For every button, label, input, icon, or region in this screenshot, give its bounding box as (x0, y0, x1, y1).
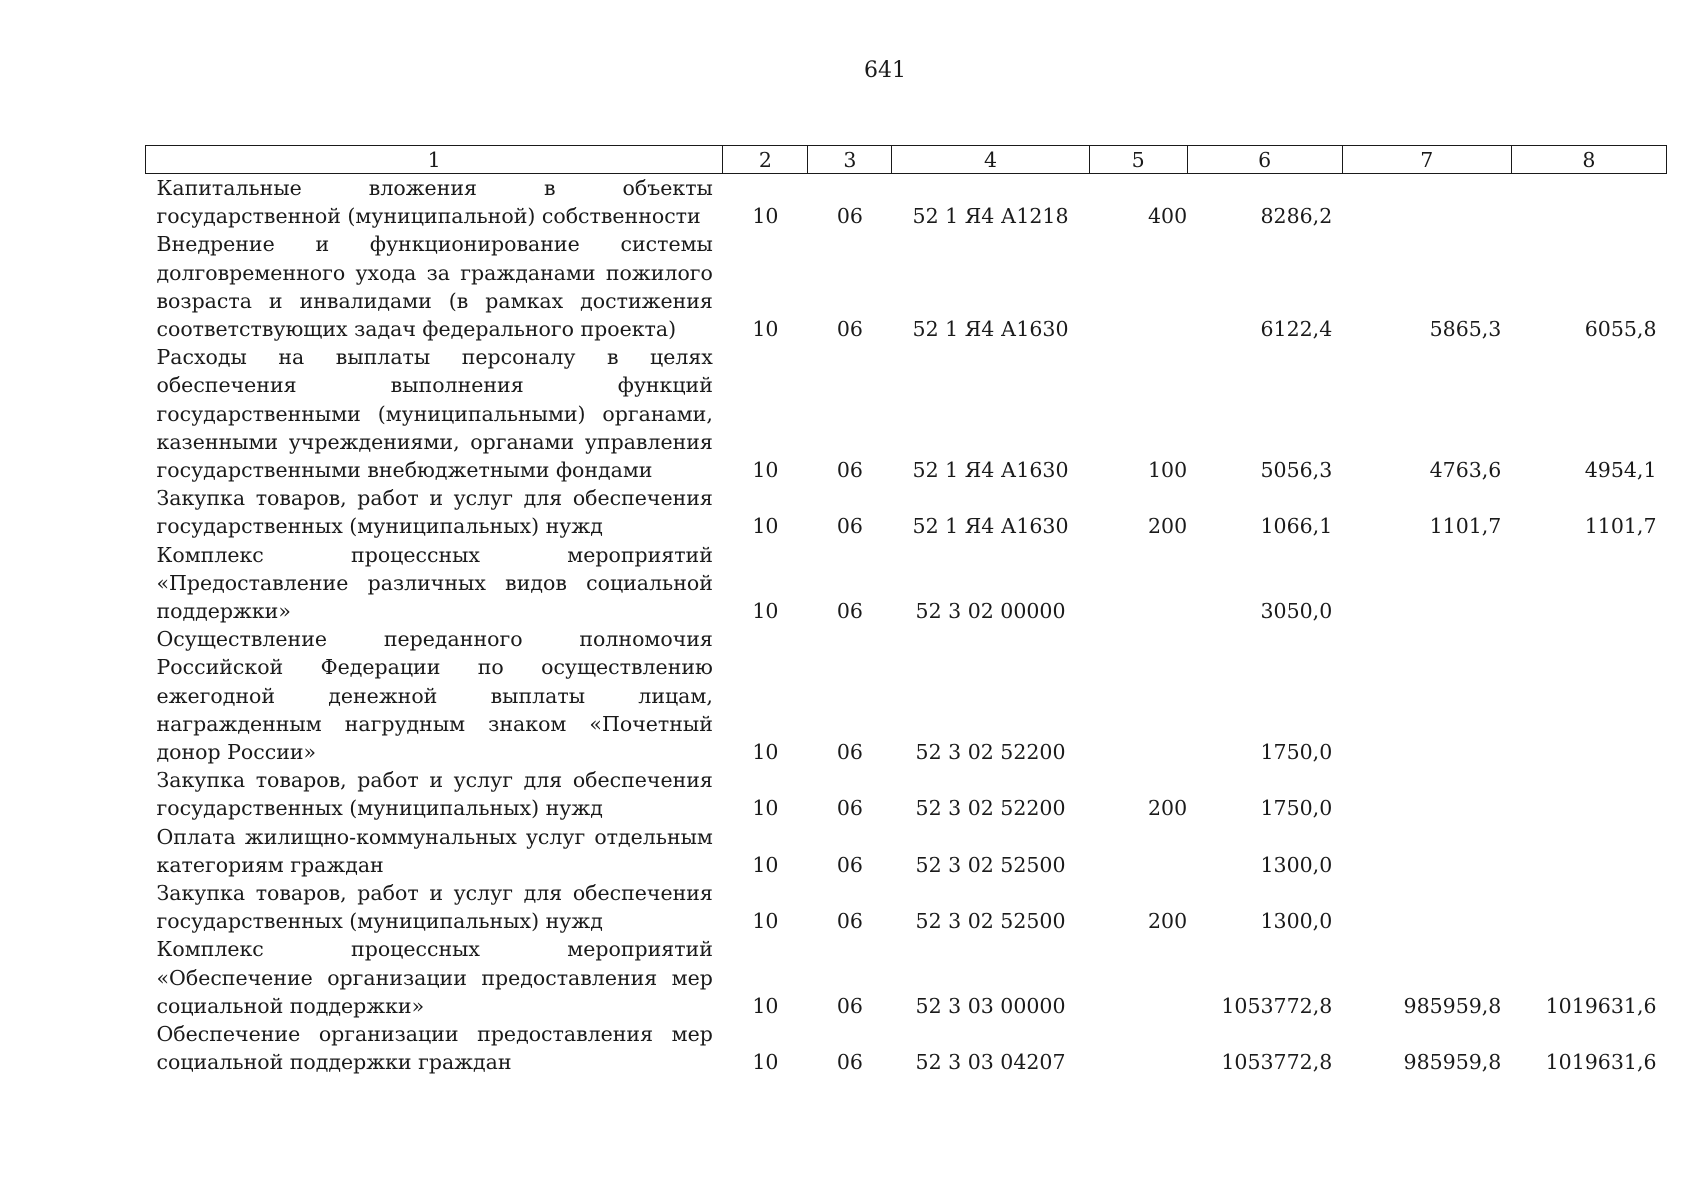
row-amount-3: 1019631,6 (1545, 993, 1657, 1018)
row-subsection-code: 06 (836, 1050, 863, 1075)
column-header: 5 (1089, 146, 1187, 174)
row-expense-type: 200 (1148, 514, 1188, 539)
row-target-code: 52 3 02 00000 (915, 599, 1066, 624)
row-amount-1: 1300,0 (1260, 909, 1333, 934)
row-amount-3: 6055,8 (1584, 317, 1657, 342)
column-header: 6 (1187, 146, 1342, 174)
row-section-code: 10 (752, 909, 779, 934)
row-amount-1: 5056,3 (1260, 458, 1333, 483)
row-section-code: 10 (752, 599, 779, 624)
row-section-code: 10 (752, 1050, 779, 1075)
row-expense-type (1089, 230, 1187, 343)
row-amount-2: 4763,6 (1429, 458, 1502, 483)
row-description: Комплекс процессных мероприятий «Предоставление различных видов социальной поддержки» (156, 542, 713, 624)
table-row (146, 230, 1667, 343)
row-description: Оплата жилищно-коммунальных услуг отдельным категориям граждан (156, 824, 713, 877)
row-expense-type: 200 (1148, 796, 1188, 821)
row-target-code: 52 1 Я4 А1630 (912, 317, 1069, 342)
row-amount-3 (1511, 766, 1666, 822)
row-target-code: 52 3 02 52500 (915, 852, 1066, 877)
row-section-code: 10 (752, 796, 779, 821)
row-description: Капитальные вложения в объекты государственной (муниципальной) собственности (156, 176, 713, 229)
row-expense-type (1089, 823, 1187, 879)
row-section-code: 10 (752, 993, 779, 1018)
row-amount-1: 6122,4 (1260, 317, 1333, 342)
row-target-code: 52 3 02 52200 (915, 796, 1066, 821)
table-row (146, 174, 1667, 231)
row-amount-2 (1342, 174, 1511, 231)
row-amount-2 (1342, 625, 1511, 766)
row-amount-2: 985959,8 (1403, 1050, 1502, 1075)
row-subsection-code: 06 (836, 993, 863, 1018)
row-subsection-code: 06 (836, 317, 863, 342)
row-amount-3: 1019631,6 (1545, 1050, 1657, 1075)
row-amount-1: 1300,0 (1260, 852, 1333, 877)
row-target-code: 52 3 03 04207 (915, 1050, 1066, 1075)
row-amount-3: 1101,7 (1584, 514, 1657, 539)
row-section-code: 10 (752, 740, 779, 765)
table-row (146, 484, 1667, 540)
row-amount-2: 1101,7 (1429, 514, 1502, 539)
row-subsection-code: 06 (836, 514, 863, 539)
column-header: 8 (1511, 146, 1666, 174)
row-target-code: 52 3 03 00000 (915, 993, 1066, 1018)
row-amount-2: 5865,3 (1429, 317, 1502, 342)
row-section-code: 10 (752, 317, 779, 342)
row-subsection-code: 06 (836, 458, 863, 483)
table-row (146, 625, 1667, 766)
table-row (146, 343, 1667, 484)
row-amount-3 (1511, 541, 1666, 626)
row-description: Внедрение и функционирование системы долговременного ухода за гражданами пожилого возраста и инвалидами (в рамках достижения соответствующих задач федерального проекта) (156, 232, 713, 342)
row-subsection-code: 06 (836, 740, 863, 765)
row-description: Закупка товаров, работ и услуг для обеспечения государственных (муниципальных) нужд (156, 768, 713, 821)
row-amount-1: 1750,0 (1260, 740, 1333, 765)
row-expense-type: 100 (1148, 458, 1188, 483)
table-row (146, 541, 1667, 626)
row-description: Комплекс процессных мероприятий «Обеспечение организации предоставления мер социальной поддержки» (156, 937, 713, 1018)
row-amount-3: 4954,1 (1584, 458, 1657, 483)
column-header: 3 (808, 146, 892, 174)
row-amount-3 (1511, 174, 1666, 231)
column-header: 7 (1342, 146, 1511, 174)
row-amount-2 (1342, 766, 1511, 822)
column-header: 1 (146, 146, 723, 174)
row-expense-type (1089, 935, 1187, 1020)
row-expense-type (1089, 625, 1187, 766)
row-subsection-code: 06 (836, 204, 863, 229)
row-target-code: 52 1 Я4 А1630 (912, 458, 1069, 483)
table-row (146, 766, 1667, 822)
row-amount-3 (1511, 625, 1666, 766)
table-row (146, 935, 1667, 1020)
row-amount-2 (1342, 823, 1511, 879)
row-target-code: 52 1 Я4 А1218 (912, 204, 1069, 229)
column-header: 2 (723, 146, 808, 174)
table-row (146, 823, 1667, 879)
table-row (146, 879, 1667, 935)
row-amount-1: 1750,0 (1260, 796, 1333, 821)
row-description: Расходы на выплаты персоналу в целях обеспечения выполнения функций государственными (муниципальными) органами, казенными учреждениями, органами управления государственными внебюджетными фондами (156, 345, 713, 483)
row-expense-type: 200 (1148, 909, 1188, 934)
row-description: Закупка товаров, работ и услуг для обеспечения государственных (муниципальных) нужд (156, 486, 713, 539)
row-target-code: 52 3 02 52200 (915, 740, 1066, 765)
row-section-code: 10 (752, 514, 779, 539)
row-amount-2 (1342, 541, 1511, 626)
row-amount-1: 1066,1 (1260, 514, 1333, 539)
column-header: 4 (892, 146, 1089, 174)
row-section-code: 10 (752, 458, 779, 483)
page-number: 641 (864, 58, 906, 83)
row-subsection-code: 06 (836, 909, 863, 934)
header-row (146, 146, 1667, 174)
row-section-code: 10 (752, 852, 779, 877)
row-target-code: 52 3 02 52500 (915, 909, 1066, 934)
row-subsection-code: 06 (836, 796, 863, 821)
budget-table (145, 145, 1667, 1077)
row-amount-1: 1053772,8 (1221, 1050, 1333, 1075)
row-amount-2 (1342, 879, 1511, 935)
row-section-code: 10 (752, 204, 779, 229)
row-amount-1: 8286,2 (1260, 204, 1333, 229)
row-amount-3 (1511, 823, 1666, 879)
row-subsection-code: 06 (836, 852, 863, 877)
row-expense-type (1089, 1020, 1187, 1076)
row-description: Осуществление переданного полномочия Российской Федерации по осуществлению ежегодной денежной выплаты лицам, награжденным нагрудным знаком «Почетный донор России» (156, 627, 713, 765)
table-row (146, 1020, 1667, 1076)
row-expense-type: 400 (1148, 204, 1188, 229)
row-amount-2: 985959,8 (1403, 993, 1502, 1018)
row-amount-1: 3050,0 (1260, 599, 1333, 624)
row-expense-type (1089, 541, 1187, 626)
row-description: Обеспечение организации предоставления мер социальной поддержки граждан (156, 1022, 713, 1075)
row-target-code: 52 1 Я4 А1630 (912, 514, 1069, 539)
row-amount-3 (1511, 879, 1666, 935)
row-description: Закупка товаров, работ и услуг для обеспечения государственных (муниципальных) нужд (156, 881, 713, 934)
row-amount-1: 1053772,8 (1221, 993, 1333, 1018)
row-subsection-code: 06 (836, 599, 863, 624)
